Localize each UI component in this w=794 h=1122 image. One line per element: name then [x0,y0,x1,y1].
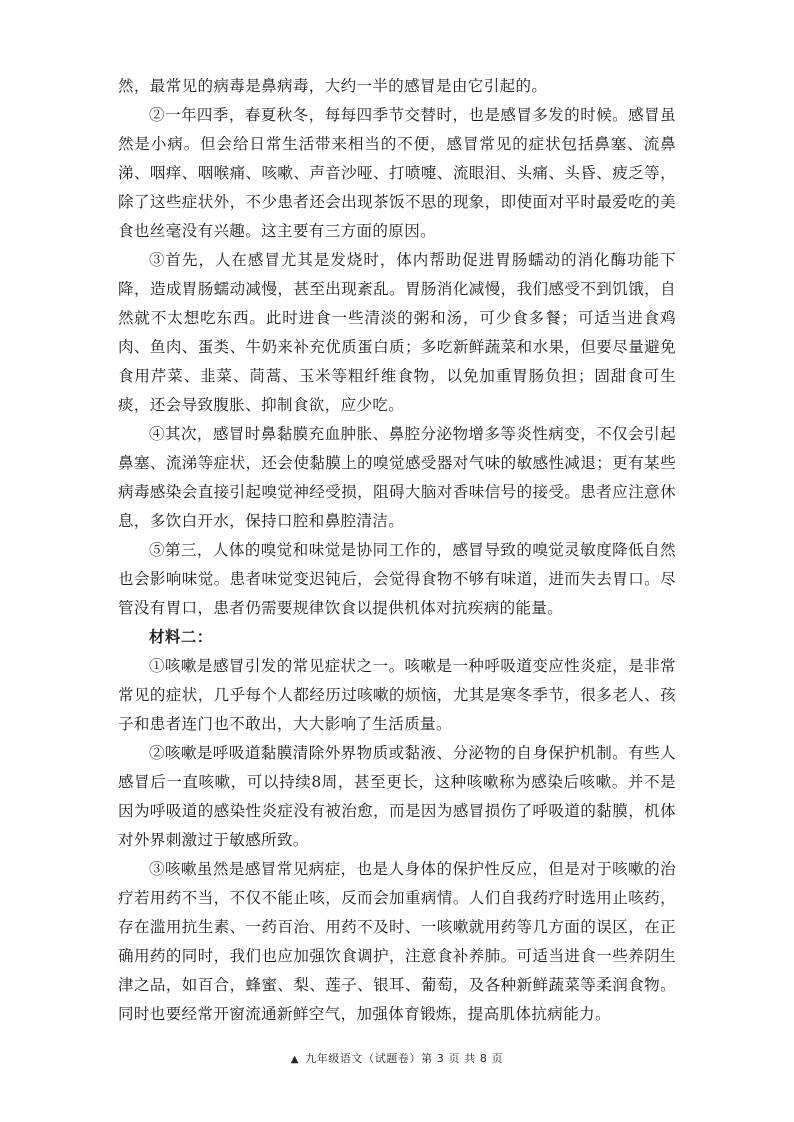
material2-paragraph-2: ②咳嗽是呼吸道黏膜清除外界物质或黏液、分泌物的自身保护机制。有些人感冒后一直咳嗽，可以持续8周，甚至更长，这种咳嗽称为感染后咳嗽。并不是因为呼吸道的感染性炎症没有被治愈，而是因为感冒损伤了呼吸道的黏膜，机体对外界刺激过于敏感所致。 [118,744,676,849]
footer-page-info: 九年级语文（试题卷）第 3 页 共 8 页 [305,1052,504,1065]
document-body [118,72,676,1029]
paragraph-5: ⑤第三，人体的嗅觉和味觉是协同工作的，感冒导致的嗅觉灵敏度降低自然也会影响味觉。患者味觉变迟钝后，会觉得食物不够有味道，进而失去胃口。尽管没有胃口，患者仍需要规律饮食以提供机体对抗疾病的能量。 [118,541,676,617]
paragraph-continuation: 然，最常见的病毒是鼻病毒，大约一半的感冒是由它引起的。 [118,77,548,95]
triangle-icon: ▲ [290,1054,300,1065]
paragraph-4: ④其次，感冒时鼻黏膜充血肿胀、鼻腔分泌物增多等炎性病变，不仅会引起鼻塞、流涕等症状，还会使黏膜上的嗅觉感受器对气味的敏感性减退；更有某些病毒感染会直接引起嗅觉神经受损，阻碍大脑对香味信号的接受。患者应注意休息，多饮白开水，保持口腔和鼻腔清洁。 [118,425,676,530]
material2-paragraph-3: ③咳嗽虽然是感冒常见病症，也是人身体的保护性反应，但是对于咳嗽的治疗若用药不当，不仅不能止咳，反而会加重病情。人们自我药疗时选用止咳药，存在滥用抗生素、一药百治、用药不及时、一咳嗽就用药等几方面的误区，在正确用药的同时，我们也应加强饮食调护，注意食补养肺。可适当进食一些养阴生津之品，如百合，蜂蜜、梨、莲子、银耳、葡萄，及各种新鲜蔬菜等柔润食物。同时也要经常开窗流通新鲜空气，加强体育锻炼，提高肌体抗病能力。 [118,860,676,1023]
paragraph-3: ③首先，人在感冒尤其是发烧时，体内帮助促进胃肠蠕动的消化酶功能下降，造成胃肠蠕动减慢，甚至出现紊乱。胃肠消化减慢，我们感受不到饥饿，自然就不太想吃东西。此时进食一些清淡的粥和汤，可少食多餐；可适当进食鸡肉、鱼肉、蛋类、牛奶来补充优质蛋白质；多吃新鲜蔬菜和水果，但要尽量避免食用芹菜、韭菜、茼蒿、玉米等粗纤维食物，以免加重胃肠负担；固甜食可生痰，还会导致腹胀、抑制食欲，应少吃。 [118,251,676,414]
page-footer [0,1050,794,1066]
material2-paragraph-1: ①咳嗽是感冒引发的常见症状之一。咳嗽是一种呼吸道变应性炎症，是非常常见的症状，几乎每个人都经历过咳嗽的烦恼，尤其是寒冬季节，很多老人、孩子和患者连门也不敢出，大大影响了生活质量。 [118,657,676,733]
section-heading-material-2: 材料二： [149,628,213,646]
paragraph-2: ②一年四季，春夏秋冬，每每四季节交替时，也是感冒多发的时候。感冒虽然是小病。但会给日常生活带来相当的不便，感冒常见的症状包括鼻塞、流鼻涕、咽痒、咽喉痛、咳嗽、声音沙哑、打喷嚏、流眼泪、头痛、头昏、疲乏等，除了这些症状外，不少患者还会出现茶饭不思的现象，即使面对平时最爱吃的美食也丝毫没有兴趣。这主要有三方面的原因。 [118,106,676,240]
